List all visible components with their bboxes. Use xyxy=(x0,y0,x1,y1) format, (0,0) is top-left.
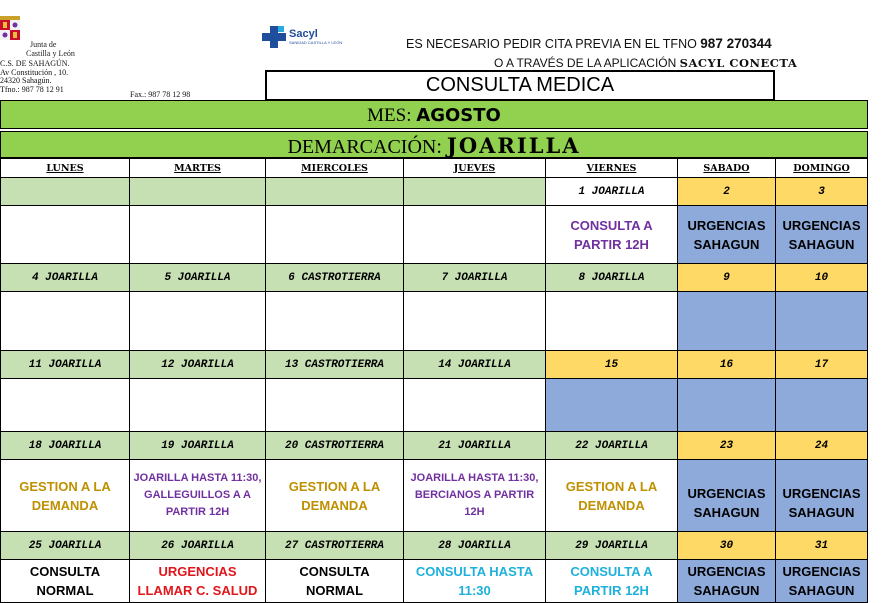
date-cell: 13 CASTROTIERRA xyxy=(266,351,404,379)
note-cell xyxy=(266,292,404,351)
note-cell xyxy=(546,292,678,351)
date-cell: 30 xyxy=(678,532,776,560)
date-cell: 21 JOARILLA xyxy=(404,432,546,460)
note-cell xyxy=(1,292,130,351)
note-line: PARTIR 12H xyxy=(574,236,649,252)
weekday-header: MARTES xyxy=(130,159,266,178)
note-cell xyxy=(130,206,266,264)
note-row xyxy=(1,460,868,532)
app-name: SACYL CONECTA xyxy=(679,56,798,70)
date-cell: 12 JOARILLA xyxy=(130,351,266,379)
date-row xyxy=(1,264,868,292)
date-cell: 2 xyxy=(678,178,776,206)
note-line: SAHAGUN xyxy=(788,236,855,252)
junta-line-1: Junta de xyxy=(30,40,57,49)
date-cell: 8 JOARILLA xyxy=(546,264,678,292)
header-left xyxy=(0,14,260,104)
note-line: PARTIR 12H xyxy=(165,506,230,518)
date-cell: 29 JOARILLA xyxy=(546,532,678,560)
note-line: URGENCIAS xyxy=(687,564,766,579)
date-cell: 6 CASTROTIERRA xyxy=(266,264,404,292)
date-cell: 27 CASTROTIERRA xyxy=(266,532,404,560)
date-cell: 3 xyxy=(776,178,868,206)
note-line: DEMANDA xyxy=(578,497,645,513)
note-line: BERCIANOS A PARTIR xyxy=(414,489,535,501)
fax-number: Fax.: 987 78 12 98 xyxy=(130,90,191,99)
date-cell xyxy=(1,178,130,206)
note-line: CONSULTA xyxy=(29,564,101,579)
note-line: SAHAGUN xyxy=(788,504,855,520)
note-line: DEMANDA xyxy=(31,497,99,513)
note-row xyxy=(1,379,868,432)
junta-crest-icon xyxy=(0,16,20,42)
note-cell xyxy=(404,460,546,532)
date-cell xyxy=(404,178,546,206)
note-cell xyxy=(678,560,776,603)
note-line: NORMAL xyxy=(36,583,94,598)
demarcacion-bar xyxy=(0,131,868,158)
notice-phone: 987 270344 xyxy=(700,36,772,51)
address-line-3: 24320 Sahagún. xyxy=(0,76,52,85)
note-line: SAHAGUN xyxy=(693,504,760,520)
note-line: URGENCIAS xyxy=(782,564,861,579)
note-line: 12H xyxy=(464,506,485,518)
demarcacion-value: JOARILLA xyxy=(446,133,581,158)
note-cell xyxy=(266,206,404,264)
note-line: URGENCIAS xyxy=(158,564,237,579)
note-cell xyxy=(404,379,546,432)
date-cell: 18 JOARILLA xyxy=(1,432,130,460)
note-row xyxy=(1,292,868,351)
note-line: JOARILLA HASTA 11:30, xyxy=(410,472,539,484)
note-cell xyxy=(1,460,130,532)
note-line: GESTION A LA xyxy=(288,478,381,494)
note-cell xyxy=(776,206,868,264)
address-line-4: Tfno.: 987 78 12 91 xyxy=(0,84,64,94)
note-row xyxy=(1,206,868,264)
note-cell xyxy=(266,379,404,432)
demarcacion-label: DEMARCACIÓN: xyxy=(287,136,447,158)
note-cell xyxy=(404,560,546,603)
note-cell xyxy=(678,206,776,264)
date-cell: 5 JOARILLA xyxy=(130,264,266,292)
sacyl-cross-icon xyxy=(262,26,286,48)
note-row xyxy=(1,560,868,603)
note-cell xyxy=(404,206,546,264)
note-cell xyxy=(776,379,868,432)
date-cell: 28 JOARILLA xyxy=(404,532,546,560)
note-line: URGENCIAS xyxy=(782,485,861,501)
note-line: CONSULTA xyxy=(299,564,370,579)
weekday-header: JUEVES xyxy=(404,159,546,178)
address-line-1: C.S. DE SAHAGÚN. xyxy=(0,59,70,68)
date-cell: 22 JOARILLA xyxy=(546,432,678,460)
note-cell xyxy=(546,560,678,603)
note-cell xyxy=(1,560,130,603)
date-cell: 11 JOARILLA xyxy=(1,351,130,379)
junta-line-2: Castilla y León xyxy=(26,49,75,58)
appointment-notice xyxy=(406,36,772,51)
address-line-2: Av Constitución , 10. xyxy=(0,67,69,77)
weekday-header-row xyxy=(1,159,868,178)
note-line: DEMANDA xyxy=(301,497,368,513)
date-row xyxy=(1,178,868,206)
weekday-header: VIERNES xyxy=(546,159,678,178)
note-cell xyxy=(678,460,776,532)
note-line: SAHAGUN xyxy=(693,583,760,598)
date-cell: 26 JOARILLA xyxy=(130,532,266,560)
date-cell: 7 JOARILLA xyxy=(404,264,546,292)
note-line: CONSULTA HASTA xyxy=(415,564,534,579)
date-cell: 14 JOARILLA xyxy=(404,351,546,379)
note-line: URGENCIAS xyxy=(687,217,766,233)
app-notice-text: O A TRAVÉS DE LA APLICACIÓN xyxy=(494,56,680,70)
note-line: URGENCIAS xyxy=(782,217,861,233)
note-cell xyxy=(130,379,266,432)
month-bar xyxy=(0,100,868,129)
note-line: GALLEGUILLOS A A xyxy=(144,489,251,501)
date-cell xyxy=(266,178,404,206)
consulta-title: CONSULTA MEDICA xyxy=(265,70,775,101)
note-cell xyxy=(1,379,130,432)
note-cell xyxy=(678,379,776,432)
note-line: JOARILLA HASTA 11:30, xyxy=(133,472,262,484)
date-cell: 19 JOARILLA xyxy=(130,432,266,460)
note-line: LLAMAR C. SALUD xyxy=(137,583,258,598)
health-center-address xyxy=(0,60,70,94)
sacyl-subtitle: SANIDAD CASTILLA Y LEÓN xyxy=(289,40,343,45)
date-cell: 15 xyxy=(546,351,678,379)
date-cell: 4 JOARILLA xyxy=(1,264,130,292)
month-label: MES: xyxy=(367,105,417,126)
calendar-table xyxy=(0,158,868,603)
date-cell: 25 JOARILLA xyxy=(1,532,130,560)
note-line: SAHAGUN xyxy=(788,583,855,598)
date-row xyxy=(1,432,868,460)
note-line: URGENCIAS xyxy=(687,485,766,501)
sacyl-name: Sacyl xyxy=(289,28,318,40)
note-cell xyxy=(130,560,266,603)
date-cell: 1 JOARILLA xyxy=(546,178,678,206)
weekday-header: LUNES xyxy=(1,159,130,178)
notice-text: ES NECESARIO PEDIR CITA PREVIA EN EL TFNO xyxy=(406,37,701,51)
note-cell xyxy=(546,379,678,432)
date-cell: 31 xyxy=(776,532,868,560)
note-cell xyxy=(546,460,678,532)
sacyl-logo xyxy=(262,26,352,48)
weekday-header: DOMINGO xyxy=(776,159,868,178)
date-cell: 10 xyxy=(776,264,868,292)
note-line: NORMAL xyxy=(305,583,364,598)
note-cell xyxy=(776,560,868,603)
note-cell xyxy=(776,292,868,351)
date-cell: 16 xyxy=(678,351,776,379)
note-cell xyxy=(776,460,868,532)
date-cell: 17 xyxy=(776,351,868,379)
app-notice xyxy=(494,56,797,70)
note-line: 11:30 xyxy=(458,583,491,598)
note-line: CONSULTA A xyxy=(570,564,653,579)
date-cell xyxy=(130,178,266,206)
note-cell xyxy=(678,292,776,351)
note-line: CONSULTA A xyxy=(570,217,653,233)
date-row xyxy=(1,532,868,560)
note-cell xyxy=(266,460,404,532)
date-cell: 9 xyxy=(678,264,776,292)
date-row xyxy=(1,351,868,379)
date-cell: 20 CASTROTIERRA xyxy=(266,432,404,460)
note-line: GESTION A LA xyxy=(19,478,111,494)
note-cell xyxy=(266,560,404,603)
note-line: GESTION A LA xyxy=(565,478,658,494)
note-line: SAHAGUN xyxy=(693,236,760,252)
date-cell: 24 xyxy=(776,432,868,460)
weekday-header: SABADO xyxy=(678,159,776,178)
note-cell xyxy=(546,206,678,264)
note-cell xyxy=(1,206,130,264)
junta-name xyxy=(28,40,75,58)
weekday-header: MIERCOLES xyxy=(266,159,404,178)
note-line: PARTIR 12H xyxy=(574,583,649,598)
month-value: AGOSTO xyxy=(416,105,501,126)
note-cell xyxy=(404,292,546,351)
date-cell: 23 xyxy=(678,432,776,460)
note-cell xyxy=(130,292,266,351)
note-cell xyxy=(130,460,266,532)
